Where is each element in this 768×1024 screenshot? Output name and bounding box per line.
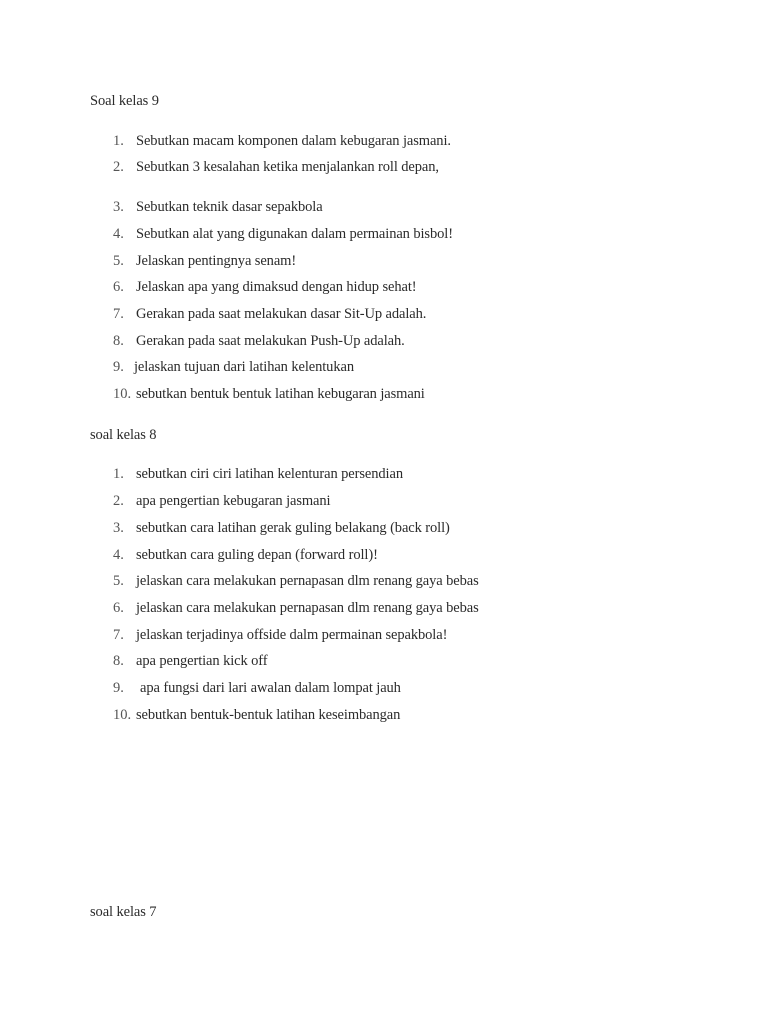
list-number: 10. xyxy=(113,707,132,723)
list-text: Jelaskan pentingnya senam! xyxy=(136,253,297,269)
list-text: Sebutkan alat yang digunakan dalam permainan bisbol! xyxy=(136,226,453,242)
list-text: sebutkan bentuk-bentuk latihan keseimbangan xyxy=(136,707,401,723)
list-text: jelaskan cara melakukan pernapasan dlm renang gaya bebas xyxy=(136,573,479,589)
list-number: 5. xyxy=(113,573,124,589)
list-text: jelaskan terjadinya offside dalm permainan sepakbola! xyxy=(136,627,448,643)
section-heading-kelas-9: Soal kelas 9 xyxy=(90,93,159,109)
list-text: jelaskan tujuan dari latihan kelentukan xyxy=(134,359,354,375)
list-number: 6. xyxy=(113,600,124,616)
list-item xyxy=(0,226,768,246)
list-item xyxy=(0,386,768,406)
list-number: 2. xyxy=(113,493,124,509)
list-item xyxy=(0,199,768,219)
list-number: 7. xyxy=(113,306,124,322)
list-number: 2. xyxy=(113,159,124,175)
list-item xyxy=(0,359,768,379)
list-item xyxy=(0,520,768,540)
list-item xyxy=(0,279,768,299)
list-item xyxy=(0,573,768,593)
list-item xyxy=(0,333,768,353)
list-text: Sebutkan teknik dasar sepakbola xyxy=(136,199,323,215)
list-item xyxy=(0,306,768,326)
list-number: 3. xyxy=(113,520,124,536)
list-text: sebutkan cara latihan gerak guling belakang (back roll) xyxy=(136,520,450,536)
list-number: 7. xyxy=(113,627,124,643)
list-text: Sebutkan macam komponen dalam kebugaran jasmani. xyxy=(136,133,451,149)
list-number: 9. xyxy=(113,359,124,375)
list-item xyxy=(0,133,768,153)
section-heading-kelas-8: soal kelas 8 xyxy=(90,427,157,443)
list-item xyxy=(0,466,768,486)
list-text: Jelaskan apa yang dimaksud dengan hidup sehat! xyxy=(136,279,417,295)
list-text: Gerakan pada saat melakukan dasar Sit-Up adalah. xyxy=(136,306,427,322)
list-item xyxy=(0,600,768,620)
list-number: 4. xyxy=(113,226,124,242)
list-text: Sebutkan 3 kesalahan ketika menjalankan roll depan, xyxy=(136,159,439,175)
list-number: 9. xyxy=(113,680,124,696)
list-text: jelaskan cara melakukan pernapasan dlm renang gaya bebas xyxy=(136,600,479,616)
list-item xyxy=(0,653,768,673)
list-item xyxy=(0,680,768,700)
list-item xyxy=(0,627,768,647)
list-number: 6. xyxy=(113,279,124,295)
list-text: apa fungsi dari lari awalan dalam lompat jauh xyxy=(140,680,401,696)
list-number: 8. xyxy=(113,653,124,669)
list-text: Gerakan pada saat melakukan Push-Up adalah. xyxy=(136,333,405,349)
list-number: 1. xyxy=(113,133,124,149)
list-text: sebutkan ciri ciri latihan kelenturan persendian xyxy=(136,466,403,482)
list-number: 5. xyxy=(113,253,124,269)
list-item xyxy=(0,159,768,179)
list-text: apa pengertian kebugaran jasmani xyxy=(136,493,331,509)
list-number: 4. xyxy=(113,547,124,563)
list-item xyxy=(0,253,768,273)
list-item xyxy=(0,707,768,727)
list-item xyxy=(0,547,768,567)
list-number: 8. xyxy=(113,333,124,349)
list-text: apa pengertian kick off xyxy=(136,653,268,669)
section-heading-kelas-7: soal kelas 7 xyxy=(90,904,157,920)
list-text: sebutkan bentuk bentuk latihan kebugaran jasmani xyxy=(136,386,425,402)
list-item xyxy=(0,493,768,513)
list-number: 1. xyxy=(113,466,124,482)
list-number: 3. xyxy=(113,199,124,215)
list-text: sebutkan cara guling depan (forward roll)! xyxy=(136,547,378,563)
list-number: 10. xyxy=(113,386,132,402)
